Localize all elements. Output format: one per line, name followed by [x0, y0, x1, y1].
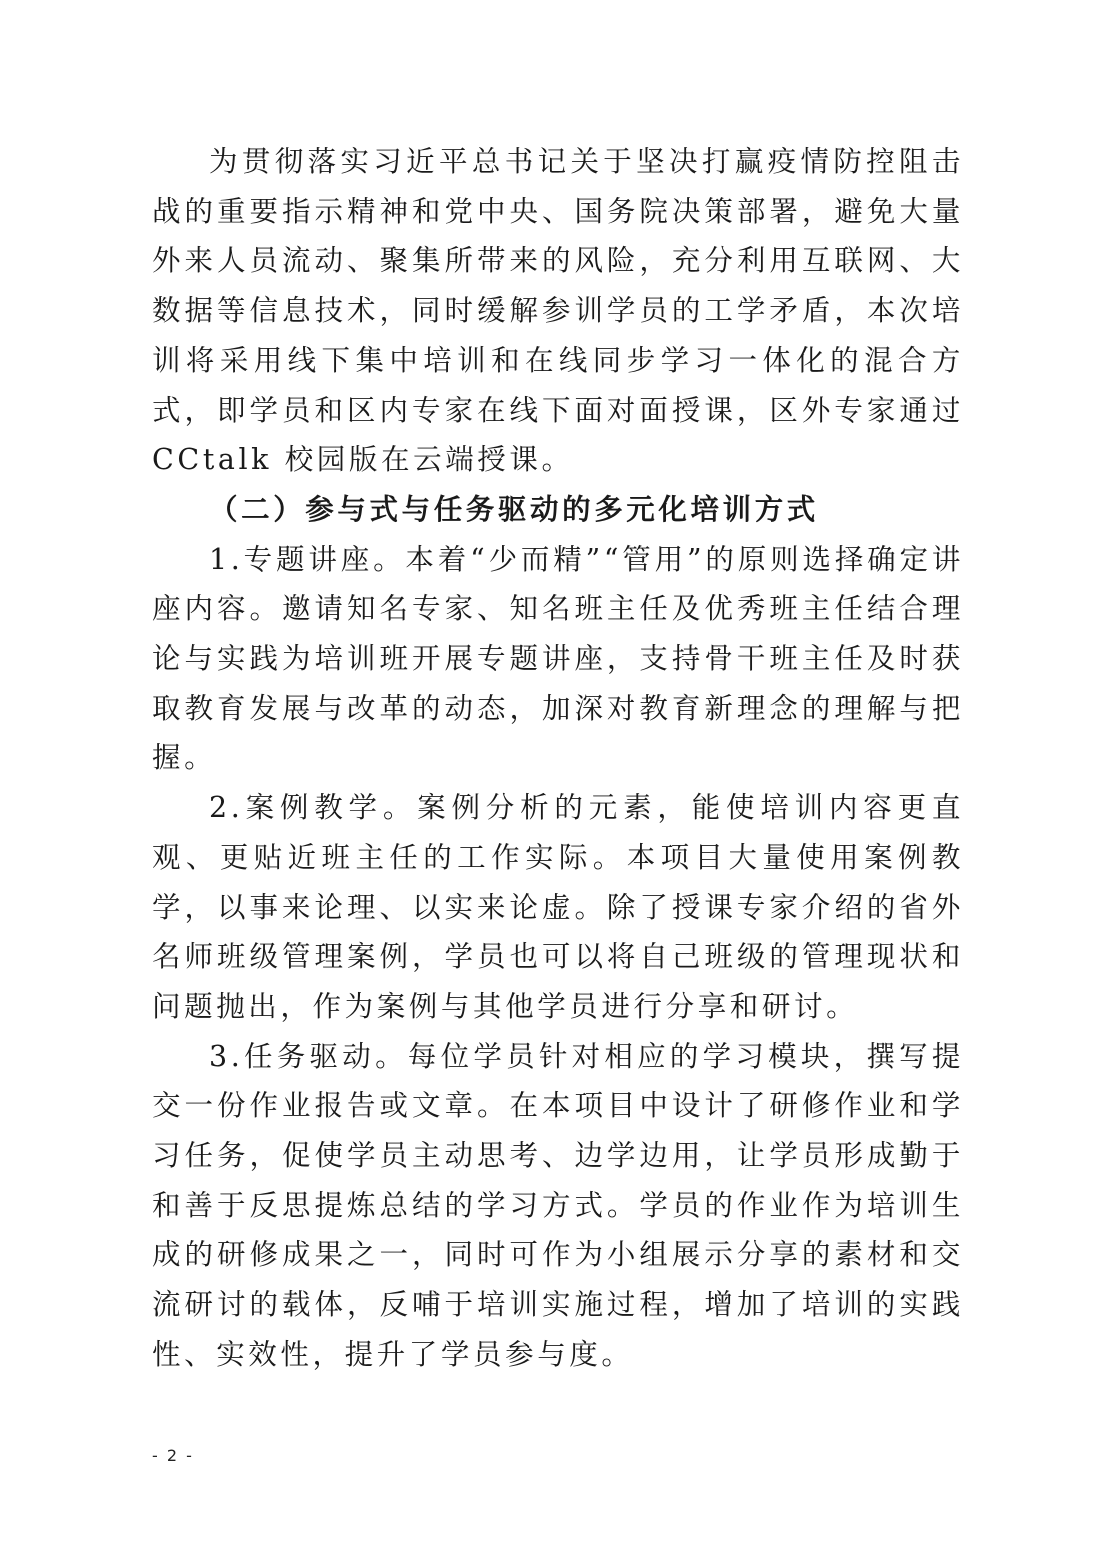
paragraph-training-mode: 为贯彻落实习近平总书记关于坚决打赢疫情防控阻击战的重要指示精神和党中央、国务院决策部署，避免大量外来人员流动、聚集所带来的风险，充分利用互联网、大数据等信息技术，同时缓解参训学员的工学矛盾，本次培训将采用线下集中培训和在线同步学习一体化的混合方式，即学员和区内专家在线下面对面授课，区外专家通过 CCtalk 校园版在云端授课。: [152, 145, 964, 477]
document-body: [152, 137, 964, 1380]
section-heading: （二）参与式与任务驱动的多元化培训方式: [209, 492, 819, 526]
list-item-lecture: 1.专题讲座。本着“少而精”“管用”的原则选择确定讲座内容。邀请知名专家、知名班主任及优秀班主任结合理论与实践为培训班开展专题讲座，支持骨干班主任及时获取教育发展与改革的动态，加深对教育新理念的理解与把握。: [152, 542, 964, 775]
list-item-task-driven: 3.任务驱动。每位学员针对相应的学习模块，撰写提交一份作业报告或文章。在本项目中设计了研修作业和学习任务，促使学员主动思考、边学边用，让学员形成勤于和善于反思提炼总结的学习方式。学员的作业作为培训生成的研修成果之一，同时可作为小组展示分享的素材和交流研讨的载体，反哺于培训实施过程，增加了培训的实践性、实效性，提升了学员参与度。: [152, 1039, 964, 1371]
page-number: - 2 -: [152, 1446, 194, 1465]
list-item-case-teaching: 2.案例教学。案例分析的元素，能使培训内容更直观、更贴近班主任的工作实际。本项目大量使用案例教学，以事来论理、以实来论虚。除了授课专家介绍的省外名师班级管理案例，学员也可以将自己班级的管理现状和问题抛出，作为案例与其他学员进行分享和研讨。: [152, 791, 964, 1023]
